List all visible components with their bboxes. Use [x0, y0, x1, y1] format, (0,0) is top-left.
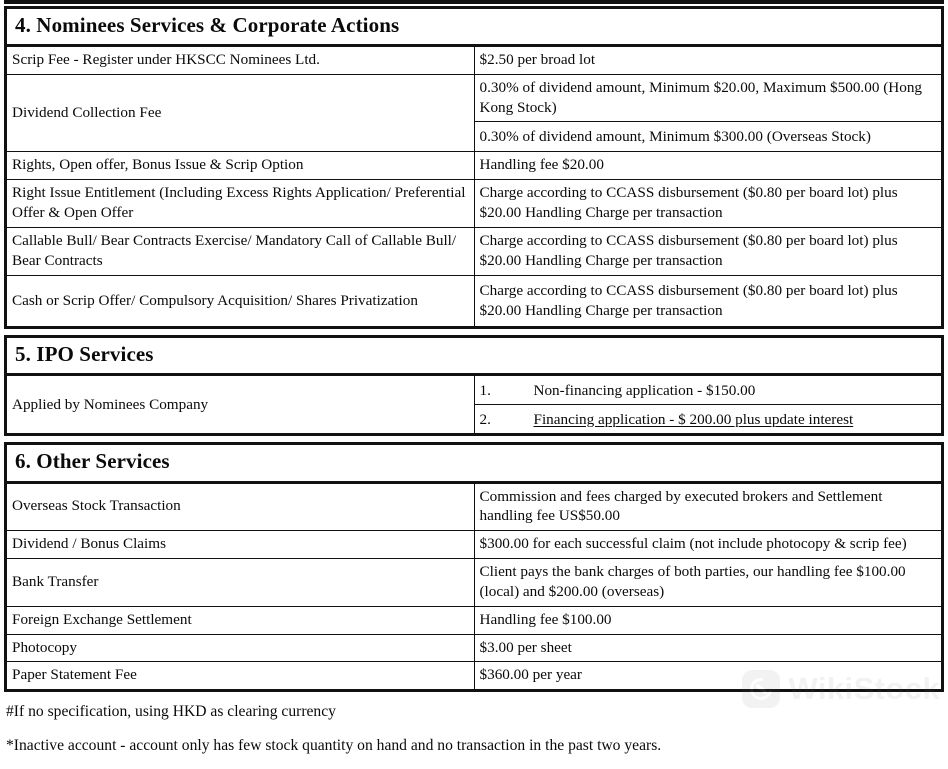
row-label-dividend-bonus-claims: Dividend / Bonus Claims — [6, 531, 475, 559]
table-row — [6, 74, 943, 122]
row-value-dividend-hk: 0.30% of dividend amount, Minimum $20.00, Maximum $500.00 (Hong Kong Stock) — [474, 74, 943, 122]
row-label-callable-bull-bear: Callable Bull/ Bear Contracts Exercise/ Mandatory Call of Callable Bull/ Bear Contracts — [6, 228, 475, 276]
row-value-callable-bull-bear: Charge according to CCASS disbursement ($0.80 per board lot) plus $20.00 Handling Charge per transaction — [474, 228, 943, 276]
section-5-heading-row — [6, 337, 943, 375]
row-label-rights-open-offer: Rights, Open offer, Bonus Issue & Scrip Option — [6, 152, 475, 180]
row-value-overseas-stock-transaction: Commission and fees charged by executed brokers and Settlement handling fee US$50.00 — [474, 482, 943, 531]
section-4-heading-row — [6, 8, 943, 46]
row-value-dividend-bonus-claims: $300.00 for each successful claim (not include photocopy & scrip fee) — [474, 531, 943, 559]
row-value-ipo-item-1 — [474, 375, 943, 405]
row-label-photocopy: Photocopy — [6, 634, 475, 662]
row-label-paper-statement-fee: Paper Statement Fee — [6, 662, 475, 691]
section-4-table — [4, 6, 944, 329]
table-row — [6, 276, 943, 328]
row-value-foreign-exchange-settlement: Handling fee $100.00 — [474, 606, 943, 634]
table-row — [6, 152, 943, 180]
row-label-right-issue-entitlement: Right Issue Entitlement (Including Excess Rights Application/ Preferential Offer & Open Offer — [6, 180, 475, 228]
row-label-overseas-stock-transaction: Overseas Stock Transaction — [6, 482, 475, 531]
ipo-item-1-text: Non-financing application - $150.00 — [533, 381, 756, 399]
row-label-foreign-exchange-settlement: Foreign Exchange Settlement — [6, 606, 475, 634]
section-5-heading: 5. IPO Services — [15, 342, 154, 367]
row-label-bank-transfer: Bank Transfer — [6, 558, 475, 606]
table-row — [6, 634, 943, 662]
footnote-currency: #If no specification, using HKD as clearing currency — [6, 703, 336, 721]
row-value-paper-statement-fee: $360.00 per year — [474, 662, 943, 691]
table-row — [6, 531, 943, 559]
row-value-photocopy: $3.00 per sheet — [474, 634, 943, 662]
row-value-right-issue-entitlement: Charge according to CCASS disbursement ($0.80 per board lot) plus $20.00 Handling Charge per transaction — [474, 180, 943, 228]
footnote-inactive-account: *Inactive account - account only has few stock quantity on hand and no transaction in the past two years. — [6, 737, 662, 755]
footnotes — [4, 701, 944, 756]
section-4-heading: 4. Nominees Services & Corporate Actions — [15, 13, 400, 37]
page-top-rule — [4, 0, 944, 4]
table-row — [6, 662, 943, 691]
row-value-scrip-fee: $2.50 per broad lot — [474, 46, 943, 75]
row-label-scrip-fee: Scrip Fee - Register under HKSCC Nominees Ltd. — [6, 46, 475, 75]
fee-schedule-document — [4, 6, 944, 769]
table-row — [6, 180, 943, 228]
section-6-heading-row — [6, 444, 943, 482]
section-6-table — [4, 442, 944, 692]
row-label-cash-scrip-offer: Cash or Scrip Offer/ Compulsory Acquisition/ Shares Privatization — [6, 276, 475, 328]
row-value-cash-scrip-offer: Charge according to CCASS disbursement ($0.80 per board lot) plus $20.00 Handling Charge per transaction — [474, 276, 943, 328]
row-value-ipo-item-2 — [474, 405, 943, 435]
row-label-applied-by-nominees-company: Applied by Nominees Company — [6, 375, 475, 435]
section-5-table — [4, 335, 944, 436]
table-row — [6, 606, 943, 634]
ipo-item-2-text: Financing application - $ 200.00 plus update interest — [533, 410, 854, 428]
row-value-bank-transfer: Client pays the bank charges of both parties, our handling fee $100.00 (local) and $200.00 (overseas) — [474, 558, 943, 606]
table-row — [6, 482, 943, 531]
table-row — [6, 46, 943, 75]
table-row — [6, 228, 943, 276]
row-label-dividend-collection-fee: Dividend Collection Fee — [6, 74, 475, 152]
watermark-label: WikiStock — [788, 671, 940, 706]
row-value-dividend-overseas: 0.30% of dividend amount, Minimum $300.00 (Overseas Stock) — [474, 122, 943, 152]
table-row — [6, 558, 943, 606]
section-6-heading: 6. Other Services — [15, 449, 170, 474]
row-value-rights-open-offer: Handling fee $20.00 — [474, 152, 943, 180]
ipo-item-2-number: 2. — [479, 410, 491, 428]
table-row — [6, 375, 943, 405]
ipo-item-1-number: 1. — [479, 381, 491, 399]
